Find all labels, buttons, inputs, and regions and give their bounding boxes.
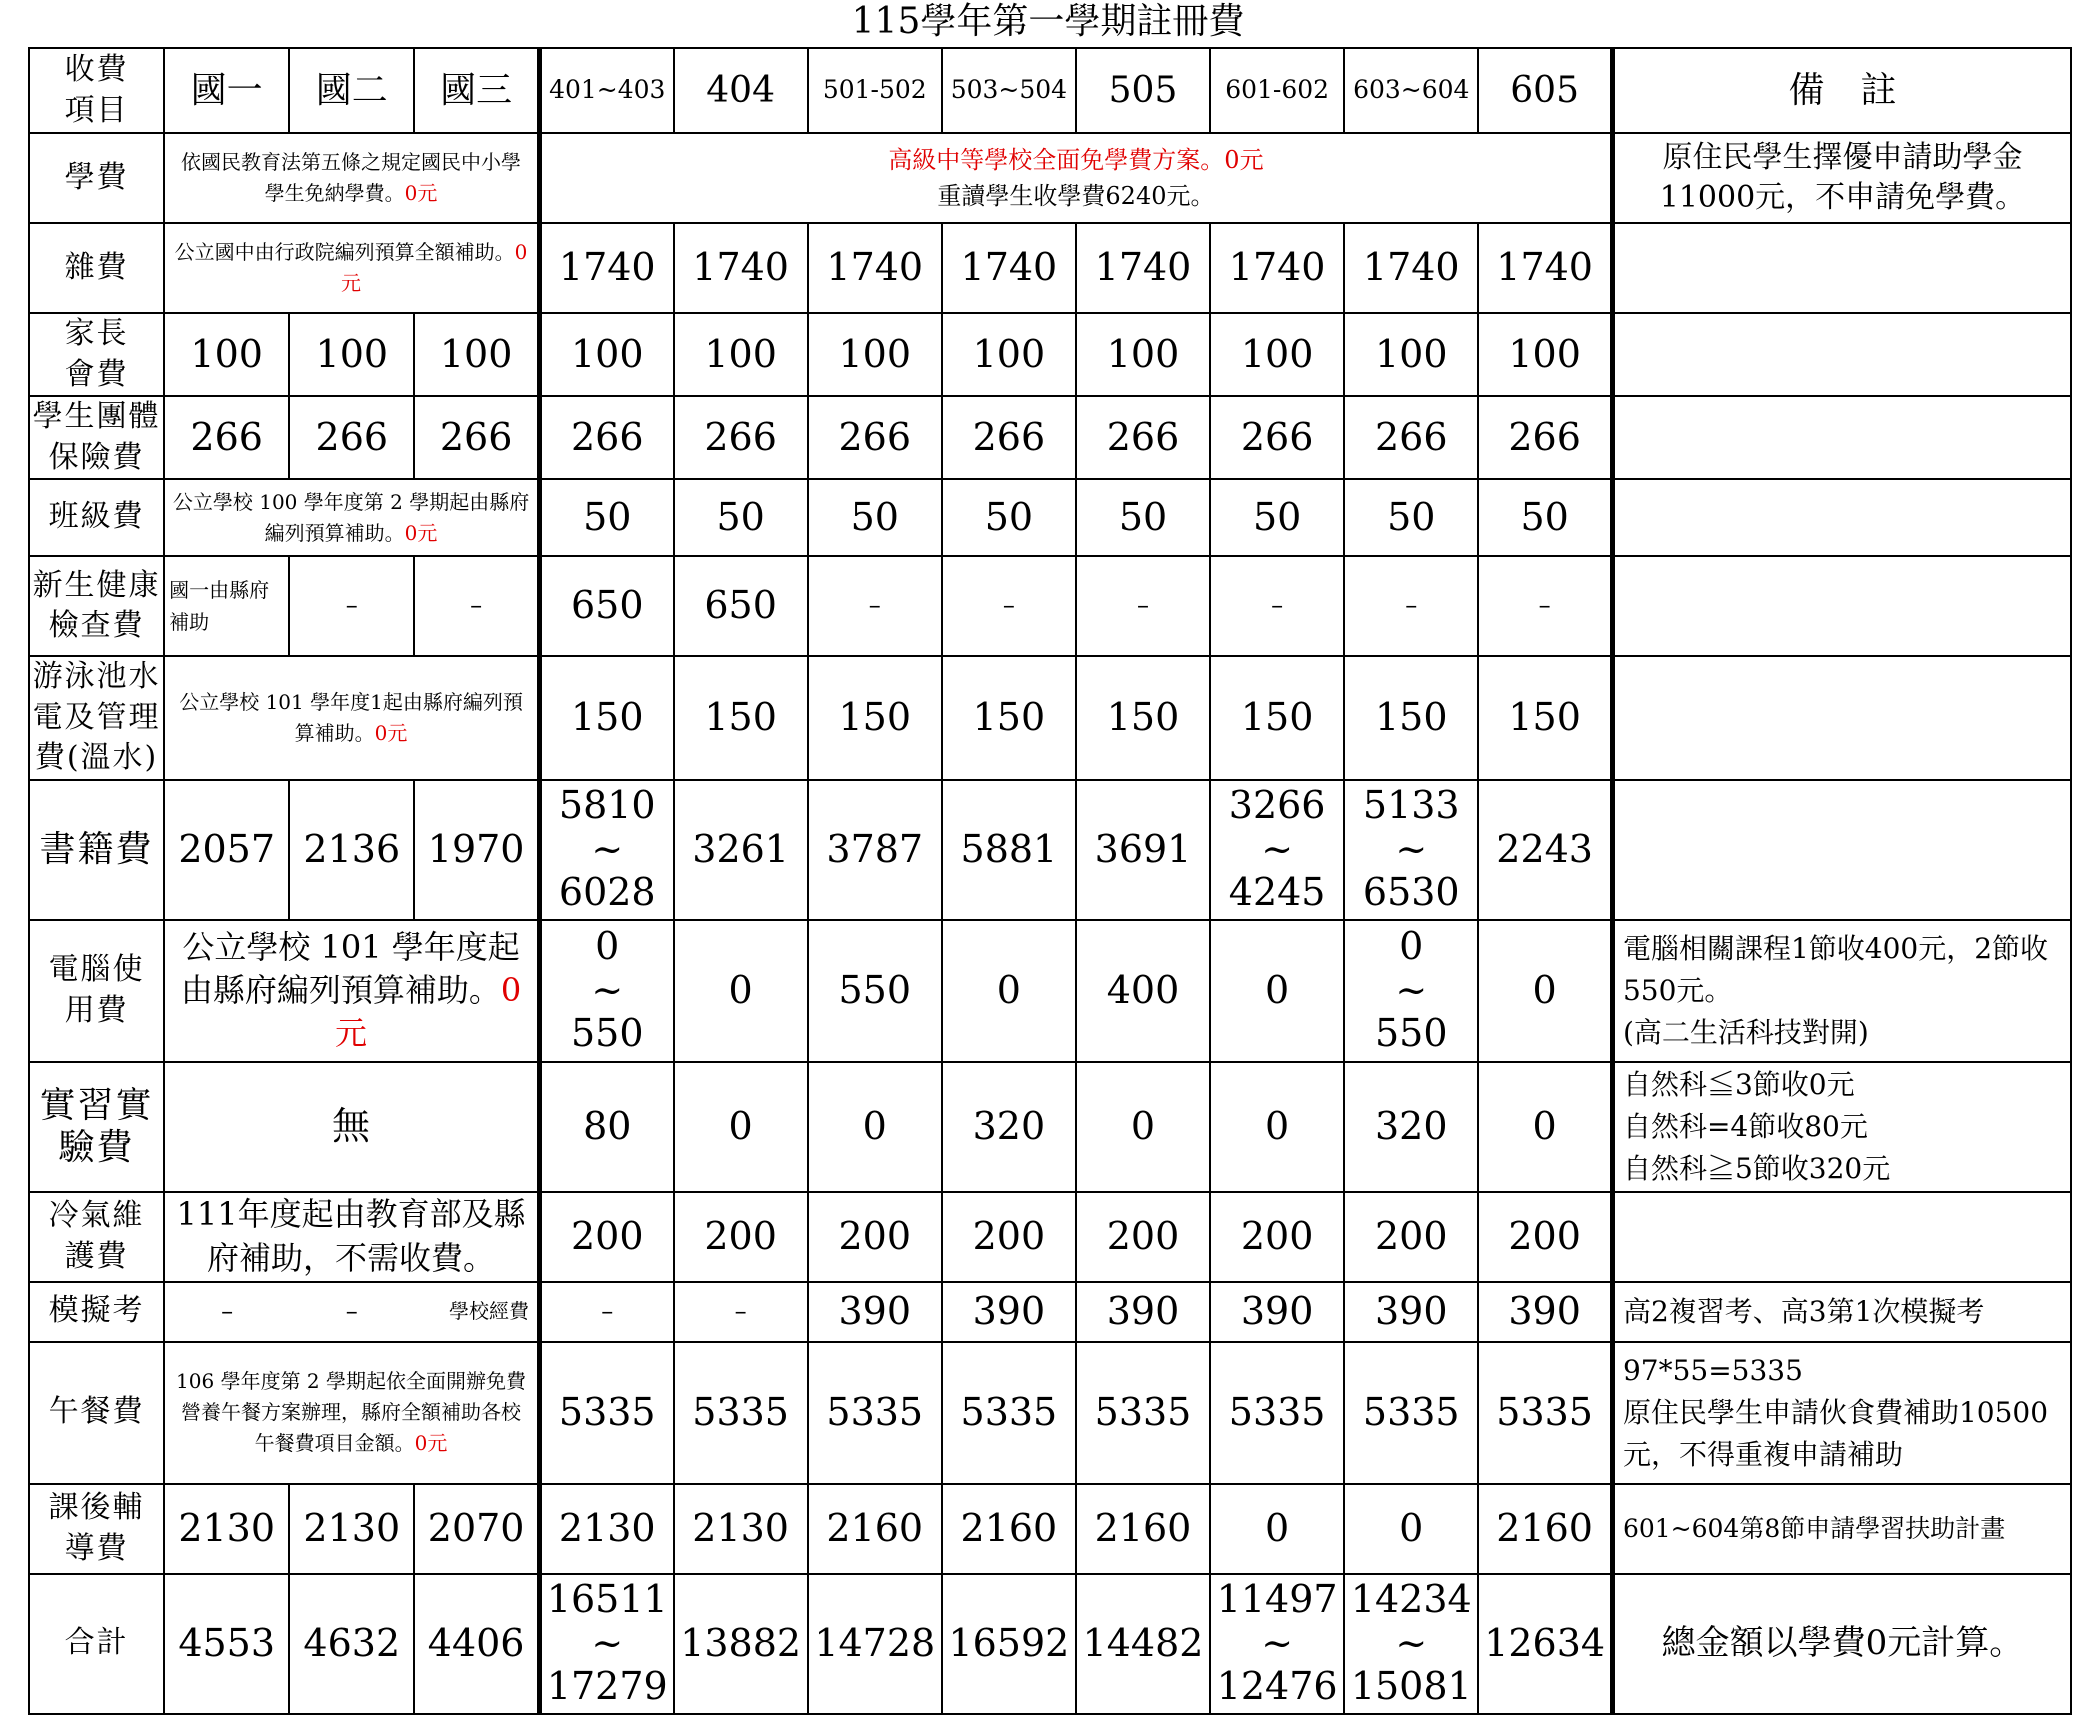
fee-value: 266 [414,396,539,479]
page-title: 115學年第一學期註冊費 [851,1,1245,42]
junior-note: 111年度起由教育部及縣府補助，不需收費。 [164,1192,539,1282]
fee-value: 14234 ~ 15081 [1344,1574,1478,1714]
header-class: 404 [674,48,808,133]
fee-value: 4406 [414,1574,539,1714]
fee-value: 50 [808,479,942,556]
fee-value: 0 ~ 550 [539,920,673,1062]
fee-value: 390 [1076,1282,1210,1342]
fee-value: 5335 [674,1342,808,1484]
fee-value: 0 ~ 550 [1344,920,1478,1062]
fee-value: 0 [1478,920,1612,1062]
fee-value: 200 [674,1192,808,1282]
fee-value: 100 [414,313,539,396]
fee-value: 550 [808,920,942,1062]
fee-value: 50 [1076,479,1210,556]
fee-value: 200 [1210,1192,1344,1282]
fee-value: 2160 [942,1484,1076,1574]
table-row [29,780,2071,920]
fee-value: 150 [1210,656,1344,780]
table-row [29,396,2071,479]
fee-value: 100 [1344,313,1478,396]
fee-value: – [808,556,942,656]
fee-value: 150 [1478,656,1612,780]
table-row [29,313,2071,396]
fee-value: 5810 ~ 6028 [539,780,673,920]
row-label: 游泳池水 電及管理 費(溫水) [29,656,164,780]
fee-value: 1740 [674,223,808,313]
junior-note: 公立學校 101 學年度1起由縣府編列預算補助。0元 [164,656,539,780]
header-class: 605 [1478,48,1612,133]
fee-value: 100 [808,313,942,396]
header-grade: 國一 [164,48,289,133]
fee-value: 320 [1344,1062,1478,1192]
fee-value: 200 [808,1192,942,1282]
fee-value: 0 [674,920,808,1062]
table-row [29,1574,2071,1714]
fee-value: 80 [539,1062,673,1192]
fee-value: – [674,1282,808,1342]
header-class: 401~403 [539,48,673,133]
junior-note: 公立國中由行政院編列預算全額補助。0元 [164,223,539,313]
fee-value: – [414,556,539,656]
fee-value: 650 [674,556,808,656]
table-row [29,1282,2071,1342]
fee-value: 266 [942,396,1076,479]
row-label: 家長 會費 [29,313,164,396]
fee-value: 50 [942,479,1076,556]
remark-cell: 97*55=5335 原住民學生申請伙食費補助10500元，不得重複申請補助 [1612,1342,2071,1484]
remark-cell [1612,656,2071,780]
fee-value: 14728 [808,1574,942,1714]
fee-value: 390 [1478,1282,1612,1342]
row-label: 模擬考 [29,1282,164,1342]
fee-value: 0 [1210,1484,1344,1574]
fee-value: 200 [1076,1192,1210,1282]
row-label: 雜費 [29,223,164,313]
fee-value: 50 [1344,479,1478,556]
fee-value: – [1076,556,1210,656]
remark-cell: 總金額以學費0元計算。 [1612,1574,2071,1714]
subsidy-amount-text: 0元 [404,520,438,545]
table-row [29,1342,2071,1484]
remark-cell: 高2複習考、高3第1次模擬考 [1612,1282,2071,1342]
row-label: 學費 [29,133,164,223]
fee-value: 50 [539,479,673,556]
fee-value: 100 [289,313,414,396]
fee-value: 200 [942,1192,1076,1282]
fee-value: 266 [289,396,414,479]
fee-value: 4553 [164,1574,289,1714]
fee-value: 100 [1478,313,1612,396]
fee-value: 1740 [942,223,1076,313]
junior-note: 公立學校 101 學年度起由縣府編列預算補助。0元 [164,920,539,1062]
fee-value: 2130 [164,1484,289,1574]
fee-value: 150 [1344,656,1478,780]
fee-value: 266 [1478,396,1612,479]
fee-value: 11497 ~ 12476 [1210,1574,1344,1714]
fee-value: 266 [1076,396,1210,479]
fee-value: 5335 [1344,1342,1478,1484]
fee-value: 150 [539,656,673,780]
header-class: 501-502 [808,48,942,133]
fee-value: 650 [539,556,673,656]
remark-cell [1612,556,2071,656]
fee-value: 1740 [1210,223,1344,313]
senior-note: 高級中等學校全面免學費方案。0元 重讀學生收學費6240元。 [539,133,1612,223]
remark-cell: 601~604第8節申請學習扶助計畫 [1612,1484,2071,1574]
remark-cell: 電腦相關課程1節收400元，2節收550元。 (高二生活科技對開) [1612,920,2071,1062]
fee-value: – [942,556,1076,656]
subsidy-amount-text: 0元 [374,720,408,745]
table-row [29,1062,2071,1192]
fee-value: 5881 [942,780,1076,920]
fee-value: 0 [1076,1062,1210,1192]
fee-value: 0 [1210,920,1344,1062]
fee-value: 150 [942,656,1076,780]
header-grade: 國二 [289,48,414,133]
fee-value: 150 [1076,656,1210,780]
fee-value: – [289,556,414,656]
subsidy-amount-text: 0元 [414,1431,448,1455]
fee-value: – [289,1282,414,1342]
fee-value: 1740 [539,223,673,313]
fee-value: 266 [539,396,673,479]
fee-value: 150 [808,656,942,780]
fee-value: 50 [1478,479,1612,556]
junior-note: 國一由縣府補助 [164,556,289,656]
fee-value: – [164,1282,289,1342]
table-row [29,656,2071,780]
remark-cell: 原住民學生擇優申請助學金11000元，不申請免學費。 [1612,133,2071,223]
remark-cell [1612,313,2071,396]
fee-value: 4632 [289,1574,414,1714]
fee-value: 1740 [1344,223,1478,313]
fee-value: 2160 [1076,1484,1210,1574]
fee-value: 5335 [1076,1342,1210,1484]
fee-value: 14482 [1076,1574,1210,1714]
table-row [29,1484,2071,1574]
fee-value: 50 [674,479,808,556]
fee-value: 5335 [1210,1342,1344,1484]
header-class: 601-602 [1210,48,1344,133]
fee-value: 16592 [942,1574,1076,1714]
table-row [29,920,2071,1062]
fee-value: 16511 ~ 17279 [539,1574,673,1714]
fee-value: 2160 [808,1484,942,1574]
fee-value: – [1344,556,1478,656]
fee-value: 400 [1076,920,1210,1062]
table-row [29,1192,2071,1282]
subsidy-amount-text: 0元 [341,240,528,295]
fee-value: 200 [1478,1192,1612,1282]
fee-value: 266 [1344,396,1478,479]
fee-value: 5335 [942,1342,1076,1484]
table-row [29,48,2071,133]
registration-fee-table [28,47,2072,1715]
fee-value: 266 [164,396,289,479]
header-remark: 備 註 [1612,48,2071,133]
fee-value: 2243 [1478,780,1612,920]
fee-value: 0 [674,1062,808,1192]
junior-note: 依國民教育法第五條之規定國民中小學學生免納學費。0元 [164,133,539,223]
fee-value: 390 [808,1282,942,1342]
fee-value: 2057 [164,780,289,920]
remark-cell: 自然科≦3節收0元 自然科=4節收80元 自然科≧5節收320元 [1612,1062,2071,1192]
header-class: 503~504 [942,48,1076,133]
fee-value: 50 [1210,479,1344,556]
fee-value: 200 [1344,1192,1478,1282]
fee-value: 2136 [289,780,414,920]
junior-note: 106 學年度第 2 學期起依全面開辦免費營養午餐方案辦理，縣府全額補助各校午餐費項目金額。0元 [164,1342,539,1484]
fee-value: 1740 [1478,223,1612,313]
row-label: 新生健康 檢查費 [29,556,164,656]
fee-value: 5335 [1478,1342,1612,1484]
header-class: 603~604 [1344,48,1478,133]
row-label: 午餐費 [29,1342,164,1484]
fee-value: 1970 [414,780,539,920]
table-row [29,556,2071,656]
fee-value: 320 [942,1062,1076,1192]
header-grade: 國三 [414,48,539,133]
row-label: 班級費 [29,479,164,556]
remark-cell [1612,396,2071,479]
fee-value: 266 [674,396,808,479]
subsidy-amount-text: 0元 [335,970,522,1053]
fee-value: 100 [539,313,673,396]
row-label: 學生團體 保險費 [29,396,164,479]
remark-cell [1612,1192,2071,1282]
fee-value: – [539,1282,673,1342]
fee-value: 266 [808,396,942,479]
fee-value: 2130 [539,1484,673,1574]
junior-note: 公立學校 100 學年度第 2 學期起由縣府編列預算補助。0元 [164,479,539,556]
header-class: 505 [1076,48,1210,133]
fee-value: – [1210,556,1344,656]
fee-value: 0 [1344,1484,1478,1574]
fee-value: 100 [164,313,289,396]
fee-value: 13882 [674,1574,808,1714]
row-label: 合計 [29,1574,164,1714]
fee-value: 5335 [808,1342,942,1484]
fee-value: 12634 [1478,1574,1612,1714]
fee-value: 2160 [1478,1484,1612,1574]
row-label: 書籍費 [29,780,164,920]
fee-value: 390 [942,1282,1076,1342]
row-label: 冷氣維 護費 [29,1192,164,1282]
fee-value: 0 [808,1062,942,1192]
fee-value: 0 [1210,1062,1344,1192]
junior-note: 無 [164,1062,539,1192]
fee-value: 2070 [414,1484,539,1574]
subsidy-amount-text: 0元 [404,181,438,205]
fee-value: 5133 ~ 6530 [1344,780,1478,920]
fee-value: 100 [1210,313,1344,396]
fee-value: – [1478,556,1612,656]
fee-value: 1740 [1076,223,1210,313]
fee-value: 1740 [808,223,942,313]
fee-value: 5335 [539,1342,673,1484]
remark-cell [1612,223,2071,313]
row-label: 電腦使 用費 [29,920,164,1062]
fee-value: 3691 [1076,780,1210,920]
fee-value: 0 [1478,1062,1612,1192]
fee-value: 100 [1076,313,1210,396]
table-row [29,223,2071,313]
table-row [29,133,2071,223]
remark-cell [1612,479,2071,556]
fee-value: 390 [1210,1282,1344,1342]
fee-value: 266 [1210,396,1344,479]
fee-value: 390 [1344,1282,1478,1342]
header-item: 收費 項目 [29,48,164,133]
row-label: 課後輔 導費 [29,1484,164,1574]
fee-value: 2130 [289,1484,414,1574]
table-row [29,479,2071,556]
fee-value: 150 [674,656,808,780]
fee-value: 100 [674,313,808,396]
fee-value: 3787 [808,780,942,920]
fee-value: 0 [942,920,1076,1062]
fee-value: 100 [942,313,1076,396]
fee-value: 200 [539,1192,673,1282]
fee-value: 2130 [674,1484,808,1574]
fee-value: 3261 [674,780,808,920]
row-label: 實習實 驗費 [29,1062,164,1192]
remark-cell [1612,780,2071,920]
fee-value: 3266 ~ 4245 [1210,780,1344,920]
fee-value: 學校經費 [414,1282,539,1342]
